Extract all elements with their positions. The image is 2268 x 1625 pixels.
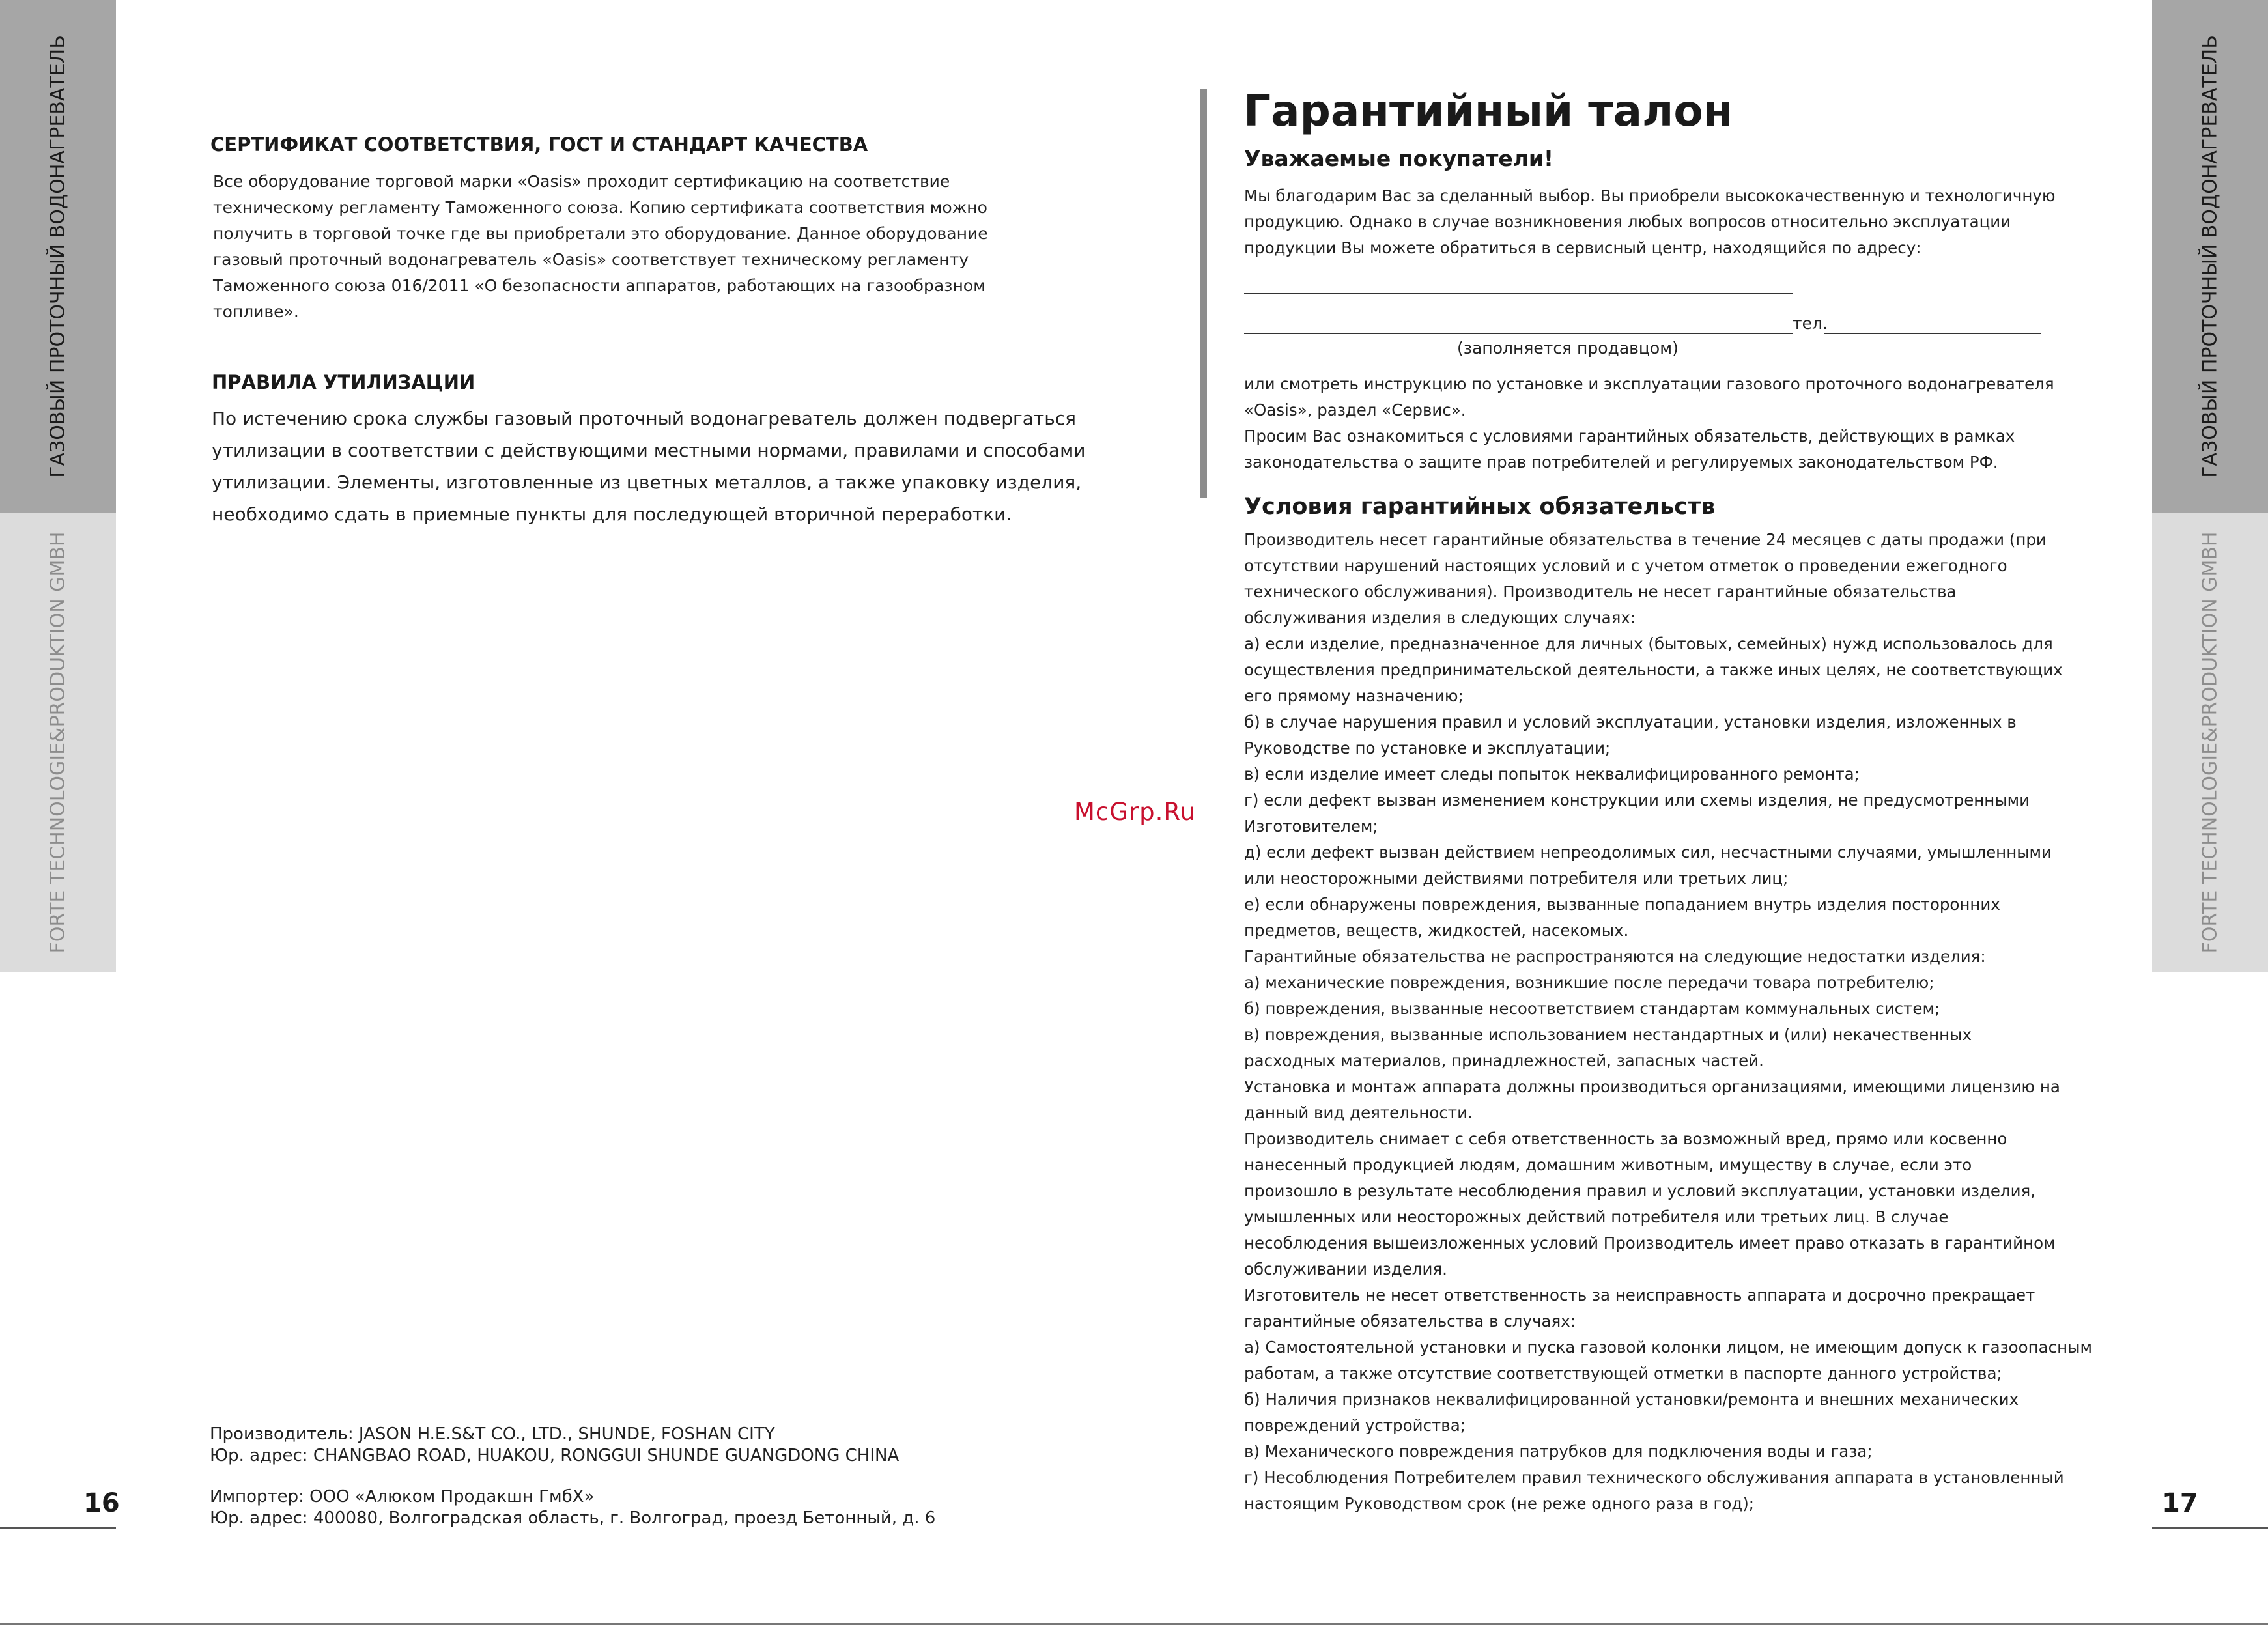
text-line: а) Самостоятельной установки и пуска газовой колонки лицом, не имеющим допуск к газоопасным	[1244, 1338, 2092, 1357]
text-line: умышленных или неосторожных действий потребителя или третьих лиц. В случае	[1244, 1208, 1949, 1226]
page-title: Гарантийный талон	[1243, 86, 1733, 136]
text-line: получить в торговой точке где вы приобретали это оборудование. Данное оборудование	[213, 224, 988, 243]
page-subtitle: Уважаемые покупатели!	[1244, 146, 1554, 171]
text-line: данный вид деятельности.	[1244, 1103, 1473, 1122]
address-fill-line-2	[1244, 333, 1793, 334]
text-line: обслуживании изделия.	[1244, 1260, 1447, 1279]
conditions-heading: Условия гарантийных обязательств	[1244, 494, 1716, 520]
left-tab-product-label: ГАЗОВЫЙ ПРОТОЧНЫЙ ВОДОНАГРЕВАТЕЛЬ	[46, 35, 70, 478]
left-tab-company-label: FORTE TECHNOLOGIE&PRODUKTION GMBH	[46, 531, 70, 953]
importer-address-line: Юр. адрес: 400080, Волгоградская область, г. Волгоград, проезд Бетонный, д. 6	[210, 1508, 936, 1528]
text-line: несоблюдения вышеизложенных условий Производитель имеет право отказать в гарантийном	[1244, 1234, 2056, 1252]
text-line: а) механические повреждения, возникшие после передачи товара потребителю;	[1244, 973, 1935, 992]
text-line: Изготовителем;	[1244, 817, 1378, 836]
text-line: в) Механического повреждения патрубков для подключения воды и газа;	[1244, 1442, 1873, 1461]
text-line: гарантийные обязательства в случаях:	[1244, 1312, 1576, 1331]
text-line: «Oasis», раздел «Сервис».	[1244, 401, 1466, 419]
importer-line: Импортер: ООО «Алюком Продакшн ГмбХ»	[210, 1487, 595, 1506]
text-line: а) если изделие, предназначенное для личных (бытовых, семейных) нужд использовалось для	[1244, 634, 2053, 653]
text-line: техническому регламенту Таможенного союза. Копию сертификата соответствия можно	[213, 198, 987, 217]
manufacturer-info	[210, 1424, 991, 1467]
text-line: расходных материалов, принадлежностей, запасных частей.	[1244, 1051, 1764, 1070]
left-page-number: 16	[83, 1488, 120, 1518]
right-page-number-rule	[2152, 1527, 2268, 1529]
right-tab-company	[2152, 513, 2268, 972]
text-line: Изготовитель не несет ответственность за неисправность аппарата и досрочно прекращает	[1244, 1286, 2035, 1305]
left-tab-company	[0, 513, 116, 972]
text-line: Мы благодарим Вас за сделанный выбор. Вы приобрели высококачественную и технологичную	[1244, 186, 2056, 205]
tel-label: тел.	[1793, 314, 1828, 333]
conditions-body	[1244, 527, 2110, 1517]
text-line: утилизации в соответствии с действующими местными нормами, правилами и способами	[212, 440, 1086, 461]
left-page-number-rule	[0, 1527, 116, 1529]
title-accent-bar	[1200, 89, 1207, 498]
after-paragraph	[1244, 371, 2091, 475]
text-line: Все оборудование торговой марки «Oasis» проходит сертификацию на соответствие	[213, 172, 950, 191]
text-line: отсутствии нарушений настоящих условий и с учетом отметок о проведении ежегодного	[1244, 556, 2007, 575]
text-line: Таможенного союза 016/2011 «О безопасности аппаратов, работающих на газообразном	[213, 276, 985, 295]
text-line: произошло в результате несоблюдения правил и условий эксплуатации, установки изделия,	[1244, 1181, 2036, 1200]
left-tab-product	[0, 0, 116, 513]
text-line: Установка и монтаж аппарата должны производиться организациями, имеющими лицензию на	[1244, 1077, 2060, 1096]
text-line: повреждений устройства;	[1244, 1416, 1466, 1435]
cert-paragraph	[213, 169, 1060, 325]
text-line: в) повреждения, вызванные использованием нестандартных и (или) некачественных	[1244, 1025, 1972, 1044]
text-line: г) если дефект вызван изменением конструкции или схемы изделия, не предусмотренными	[1244, 791, 2030, 810]
text-line: продукции Вы можете обратиться в сервисный центр, находящийся по адресу:	[1244, 238, 1921, 257]
text-line: По истечению срока службы газовый проточный водонагреватель должен подвергаться	[212, 408, 1076, 429]
disposal-paragraph	[212, 403, 1098, 530]
text-line: осуществления предпринимательской деятельности, а также иных целях, не соответствующих	[1244, 660, 2063, 679]
filled-by-seller-note: (заполняется продавцом)	[1457, 339, 1679, 358]
text-line: б) Наличия признаков неквалифицированной установки/ремонта и внешних механических	[1244, 1390, 2019, 1409]
importer-info	[210, 1486, 991, 1529]
address-fill-line	[1244, 293, 1793, 294]
right-tab-product-label: ГАЗОВЫЙ ПРОТОЧНЫЙ ВОДОНАГРЕВАТЕЛЬ	[2198, 35, 2222, 478]
text-line: Просим Вас ознакомиться с условиями гарантийных обязательств, действующих в рамках	[1244, 427, 2015, 445]
text-line: настоящим Руководством срок (не реже одного раза в год);	[1244, 1494, 1755, 1513]
intro-paragraph	[1244, 183, 2091, 261]
right-page-number: 17	[2162, 1488, 2198, 1518]
text-line: или смотреть инструкцию по установке и эксплуатации газового проточного водонагревателя	[1244, 374, 2054, 393]
text-line: г) Несоблюдения Потребителем правил технического обслуживания аппарата в установленный	[1244, 1468, 2064, 1487]
text-line: в) если изделие имеет следы попыток неквалифицированного ремонта;	[1244, 765, 1860, 784]
text-line: работам, а также отсутствие соответствующей отметки в паспорте данного устройства;	[1244, 1364, 2002, 1383]
text-line: предметов, веществ, жидкостей, насекомых.	[1244, 921, 1629, 940]
text-line: д) если дефект вызван действием непреодолимых сил, несчастными случаями, умышленными	[1244, 843, 2052, 862]
text-line: продукцию. Однако в случае возникновения любых вопросов относительно эксплуатации	[1244, 212, 2011, 231]
manufacturer-address-line: Юр. адрес: CHANGBAO ROAD, HUAKOU, RONGGUI SHUNDE GUANGDONG CHINA	[210, 1446, 900, 1465]
watermark: McGrp.Ru	[1074, 798, 1196, 826]
text-line: б) в случае нарушения правил и условий эксплуатации, установки изделия, изложенных в	[1244, 713, 2017, 731]
text-line: е) если обнаружены повреждения, вызванные попаданием внутрь изделия посторонних	[1244, 895, 2000, 914]
text-line: Гарантийные обязательства не распространяются на следующие недостатки изделия:	[1244, 947, 1986, 966]
disposal-heading: ПРАВИЛА УТИЛИЗАЦИИ	[212, 371, 475, 393]
text-line: газовый проточный водонагреватель «Oasis» соответствует техническому регламенту	[213, 250, 969, 269]
text-line: утилизации. Элементы, изготовленные из цветных металлов, а также упаковку изделия,	[212, 472, 1082, 493]
text-line: или неосторожными действиями потребителя или третьих лиц;	[1244, 869, 1789, 888]
tel-fill-line	[1824, 333, 2041, 334]
right-tab-company-label: FORTE TECHNOLOGIE&PRODUKTION GMBH	[2198, 531, 2222, 953]
right-tab-product	[2152, 0, 2268, 513]
text-line: технического обслуживания). Производитель не несет гарантийные обязательства	[1244, 582, 1957, 601]
cert-heading: СЕРТИФИКАТ СООТВЕТСТВИЯ, ГОСТ И СТАНДАРТ КАЧЕСТВА	[210, 134, 868, 156]
text-line: топливе».	[213, 302, 299, 321]
text-line: законодательства о защите прав потребителей и регулируемых законодательством РФ.	[1244, 453, 1998, 472]
text-line: Производитель несет гарантийные обязательства в течение 24 месяцев с даты продажи (при	[1244, 530, 2047, 549]
text-line: его прямому назначению;	[1244, 686, 1464, 705]
manufacturer-line: Производитель: JASON H.E.S&T CO., LTD., SHUNDE, FOSHAN CITY	[210, 1424, 775, 1444]
text-line: необходимо сдать в приемные пункты для последующей вторичной переработки.	[212, 503, 1012, 525]
text-line: б) повреждения, вызванные несоответствием стандартам коммунальных систем;	[1244, 999, 1940, 1018]
text-line: обслуживания изделия в следующих случаях:	[1244, 608, 1636, 627]
text-line: Производитель снимает с себя ответственность за возможный вред, прямо или косвенно	[1244, 1129, 2007, 1148]
text-line: нанесенный продукцией людям, домашним животным, имуществу в случае, если это	[1244, 1155, 1972, 1174]
text-line: Руководстве по установке и эксплуатации;	[1244, 739, 1611, 757]
